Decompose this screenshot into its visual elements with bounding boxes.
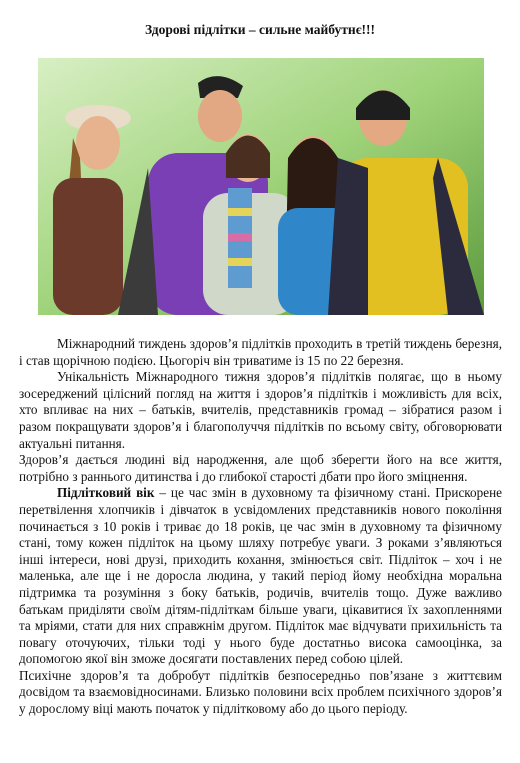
paragraph-1: Міжнародний тиждень здоров’я підлітків проходить в третій тиждень березня, і став щорічною подією. Цьогоріч він триватиме із 15 по 22 березня.: [19, 336, 502, 368]
page-title: Здорові підлітки – сильне майбутнє!!!: [144, 22, 376, 37]
paragraph-3: Здоров’я дається людині від народження, але щоб зберегти його на все життя, потрібно з раннього дитинства і до глибокої старості дбати про його зміцнення.: [19, 452, 502, 484]
article-body: [19, 336, 502, 718]
paragraph-5: Психічне здоров’я та добробут підлітків безпосередньо пов’язане з життєвим досвідом та взаємовідносинами. Близько половини всіх проблем психічного здоров’я у дорослому віці мають початок у підлітковому або до цього періоду.: [19, 667, 502, 717]
group-of-teenagers-photo: [38, 58, 484, 315]
paragraph-4: [19, 485, 502, 668]
paragraph-4-term: Підлітковий вік: [57, 485, 155, 501]
paragraph-4-text: – це час змін в духовному та фізичному стані. Прискорене перетвілення хлопчиків і дівчаток в усвідомлених представників нового покоління починається з 10 років і триває до 18 років, це час змін в духовному та фізичному стані, тому кожен підліток на цьому шляху потребує уваги. З роками з’являються інші інтереси, нові друзі, приходить кохання, змінюється світ. Підліток – хоч і не маленька, але ще і не доросла людина, у такий період йому необхідна моральна підтримка та розуміння з боку батьків, родичів, вчителів тощо. Дуже важливо батькам приділяти своїм дітям-підліткам більше уваги, цікавитися їх захопленнями та мріями, стати для них справжнім другом. Підліток має відчувати прихильність та повагу оточуючих, тільки тоді у нього буде достатньо висока самооцінка, за допомогою якої він зможе досягати поставлених перед собою цілей.: [19, 485, 502, 667]
paragraph-2: Унікальність Міжнародного тижня здоров’я підлітків полягає, що в ньому зосереджений цілісний погляд на життя і здоров’я підлітків і можливість для всіх, хто впливає на них – батьків, вчителів, представників громад – зібратися разом і разом покращувати здоров’я і благополуччя підлітків по всьому світу, обговорювати актуальні питання.: [19, 369, 502, 451]
